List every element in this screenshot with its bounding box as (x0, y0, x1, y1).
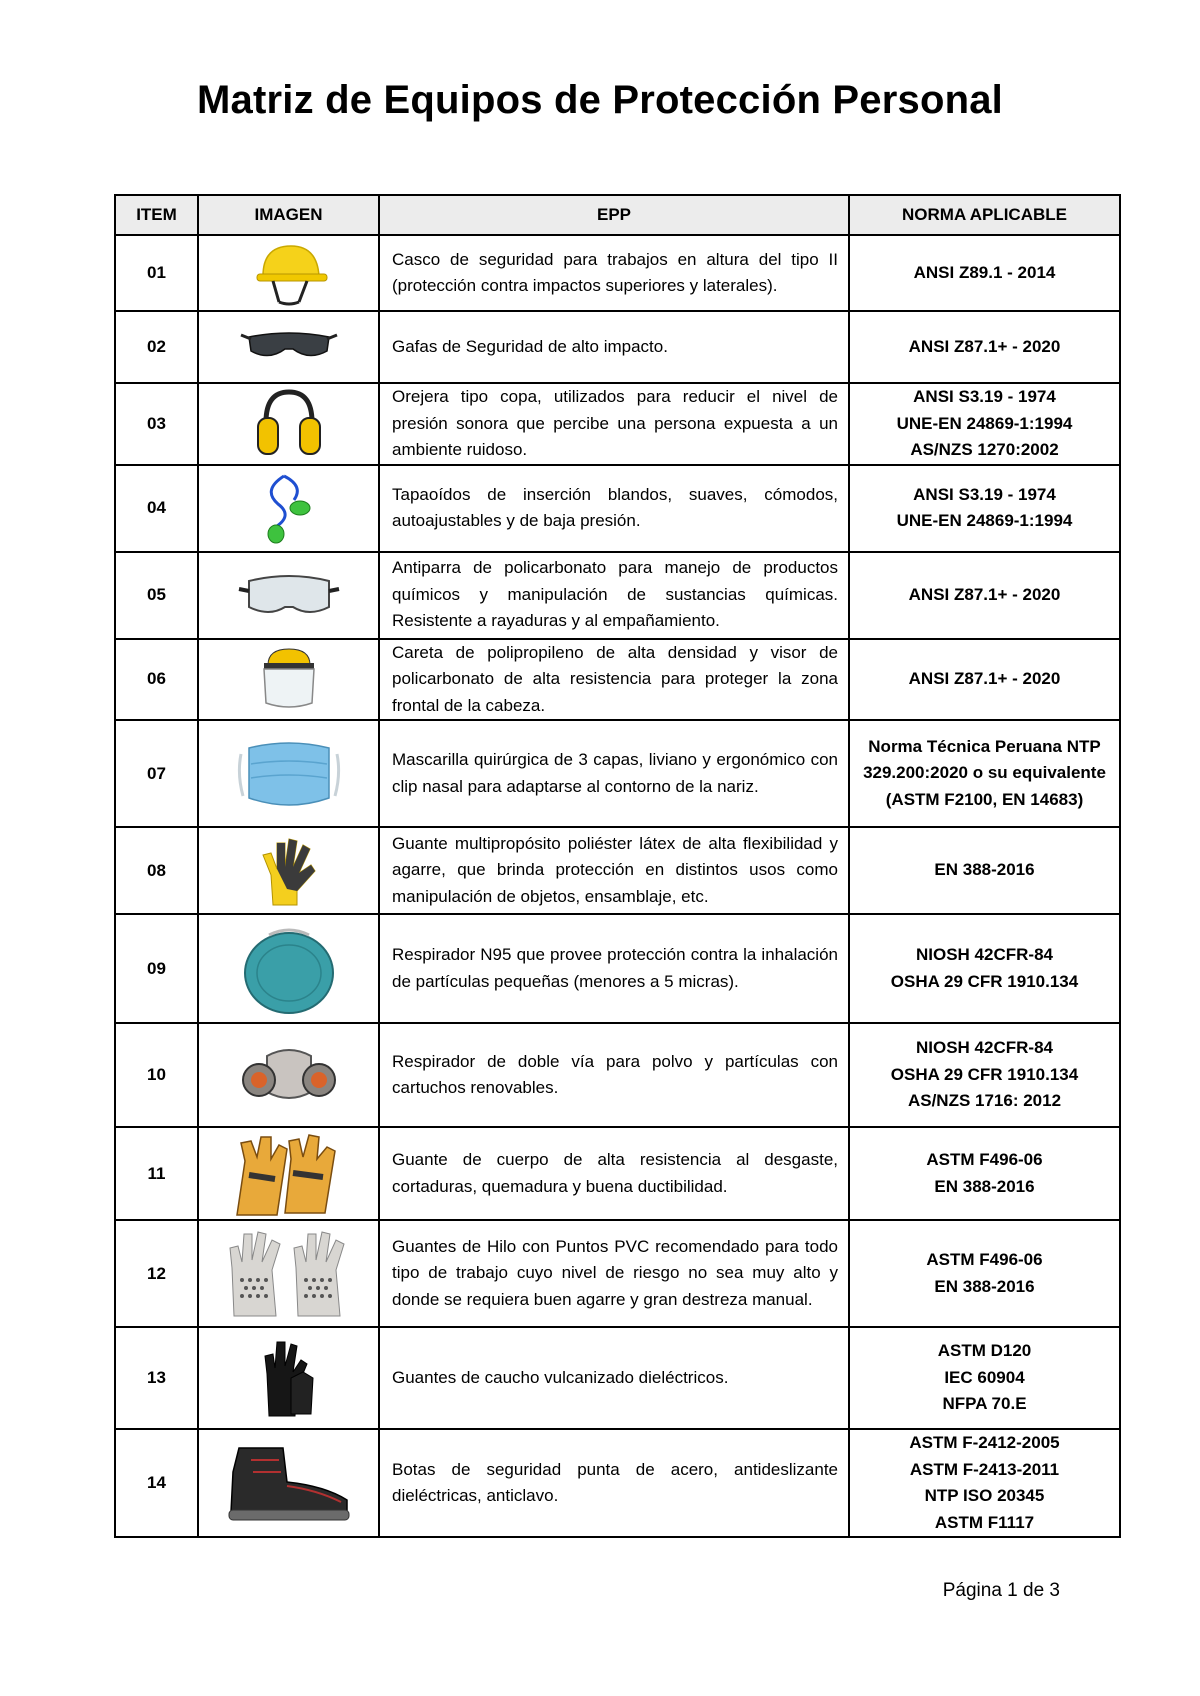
header-norma: NORMA APLICABLE (849, 195, 1120, 235)
table-row (115, 235, 1120, 311)
item-number: 05 (115, 552, 198, 639)
item-number: 02 (115, 311, 198, 383)
norma-line: ASTM F-2412-2005 (909, 1433, 1060, 1452)
norma-line: ASTM F496-06 (926, 1250, 1043, 1269)
item-number: 07 (115, 720, 198, 827)
item-number: 04 (115, 465, 198, 552)
page-number: Página 1 de 3 (942, 1580, 1060, 1601)
table-row (115, 827, 1120, 914)
norma-line: NIOSH 42CFR-84 (916, 1038, 1053, 1058)
epp-description: Careta de polipropileno de alta densidad y visor de policarbonato de alta resistencia para proteger la zona frontal de la cabeza. (379, 639, 849, 721)
epp-description: Casco de seguridad para trabajos en altura del tipo II (protección contra impactos superiores y laterales). (379, 235, 849, 311)
norma-line: IEC 60904 (944, 1367, 1025, 1387)
epp-description: Antiparra de policarbonato para manejo de productos químicos y manipulación de sustancias químicas. Resistente a rayaduras y al empañamiento. (379, 552, 849, 639)
norma-line: ANSI Z87.1+ - 2020 (908, 584, 1061, 604)
norma-line: UNE-EN 24869-1:1994 (896, 413, 1073, 433)
norma-line: NFPA 70.E (942, 1394, 1027, 1414)
table-header-row (115, 195, 1120, 235)
epp-description: Gafas de Seguridad de alto impacto. (379, 311, 849, 383)
header-epp: EPP (379, 195, 849, 235)
item-number: 06 (115, 639, 198, 721)
norma-line: EN 388-2016 (934, 860, 1035, 880)
page-title: Matriz de Equipos de Protección Personal (197, 78, 1003, 122)
norma-line: EN 388-2016 (934, 1276, 1035, 1296)
epp-description: Tapaoídos de inserción blandos, suaves, cómodos, autoajustables y de baja presión. (379, 465, 849, 552)
header-imagen: IMAGEN (198, 195, 379, 235)
epp-description: Guantes de caucho vulcanizado dieléctricos. (379, 1327, 849, 1429)
table-row (115, 311, 1120, 383)
norma-line: NTP ISO 20345 (924, 1486, 1045, 1505)
epp-description: Mascarilla quirúrgica de 3 capas, liviano y ergonómico con clip nasal para adaptarse al contorno de la nariz. (379, 720, 849, 827)
item-number: 10 (115, 1023, 198, 1127)
table-row (115, 639, 1120, 721)
half-mask-respirator-icon (237, 1042, 341, 1108)
dotted-knit-glove-icon (226, 1228, 352, 1320)
face-shield-icon (254, 645, 324, 713)
table-row (115, 465, 1120, 552)
norma-line: ANSI Z89.1 - 2014 (913, 262, 1056, 282)
epp-matrix-table (114, 194, 1121, 1538)
safety-boot-icon (221, 1442, 357, 1524)
leather-glove-icon (231, 1131, 347, 1217)
norma-line: ANSI S3.19 - 1974 (913, 387, 1056, 406)
table-row (115, 720, 1120, 827)
norma-line: AS/NZS 1270:2002 (910, 440, 1059, 459)
item-number: 12 (115, 1220, 198, 1327)
norma-line: NIOSH 42CFR-84 (916, 945, 1053, 964)
table-row (115, 1327, 1120, 1429)
earmuffs-icon (254, 388, 324, 460)
norma-line: ASTM F1117 (934, 1512, 1035, 1532)
item-number: 11 (115, 1127, 198, 1220)
table-row (115, 1429, 1120, 1537)
table-row (115, 552, 1120, 639)
epp-description: Orejera tipo copa, utilizados para reducir el nivel de presión sonora que percibe una persona expuesta a un ambiente ruidoso. (379, 383, 849, 465)
n95-respirator-icon (239, 921, 339, 1017)
epp-description: Botas de seguridad punta de acero, antideslizante dieléctricas, anticlavo. (379, 1429, 849, 1537)
norma-line: ANSI Z87.1+ - 2020 (908, 336, 1061, 356)
header-item: ITEM (115, 195, 198, 235)
epp-description: Guante multipropósito poliéster látex de alta flexibilidad y agarre, que brinda protección en distintos usos como manipulación de objetos, ensamblaje, etc. (379, 827, 849, 914)
norma-line: ANSI Z87.1+ - 2020 (908, 669, 1061, 688)
norma-line: AS/NZS 1716: 2012 (907, 1091, 1062, 1111)
dielectric-glove-icon (261, 1338, 317, 1418)
norma-line: ASTM D120 (937, 1341, 1032, 1361)
epp-description: Guante de cuerpo de alta resistencia al desgaste, cortaduras, quemadura y buena ductibilidad. (379, 1127, 849, 1220)
norma-line: Norma Técnica Peruana NTP 329.200:2020 o su equivalente (ASTM F2100, EN 14683) (863, 736, 1106, 809)
safety-glasses-icon (239, 325, 339, 369)
norma-line: OSHA 29 CFR 1910.134 (890, 1064, 1079, 1084)
norma-line: ANSI S3.19 - 1974 (913, 484, 1056, 504)
table-row (115, 1127, 1120, 1220)
latex-glove-icon (253, 833, 325, 909)
earplugs-icon (254, 470, 324, 546)
epp-description: Respirador N95 que provee protección contra la inhalación de partículas pequeñas (menores a 5 micras). (379, 914, 849, 1023)
table-row (115, 383, 1120, 465)
norma-line: ASTM F-2413-2011 (909, 1459, 1060, 1479)
epp-description: Respirador de doble vía para polvo y partículas con cartuchos renovables. (379, 1023, 849, 1127)
norma-line: ASTM F496-06 (926, 1150, 1043, 1169)
goggles-icon (237, 565, 341, 625)
item-number: 09 (115, 914, 198, 1023)
item-number: 03 (115, 383, 198, 465)
epp-description: Guantes de Hilo con Puntos PVC recomendado para todo tipo de trabajo cuyo nivel de riesgo no sea muy alto y donde se requiera buen agarre y gran destreza manual. (379, 1220, 849, 1327)
item-number: 08 (115, 827, 198, 914)
norma-line: EN 388-2016 (934, 1176, 1035, 1196)
table-row (115, 1023, 1120, 1127)
norma-line: OSHA 29 CFR 1910.134 (890, 971, 1079, 991)
item-number: 14 (115, 1429, 198, 1537)
item-number: 01 (115, 235, 198, 311)
hard-hat-icon (249, 238, 329, 308)
item-number: 13 (115, 1327, 198, 1429)
table-row (115, 1220, 1120, 1327)
norma-line: UNE-EN 24869-1:1994 (896, 511, 1073, 530)
surgical-mask-icon (233, 734, 345, 814)
table-row (115, 914, 1120, 1023)
